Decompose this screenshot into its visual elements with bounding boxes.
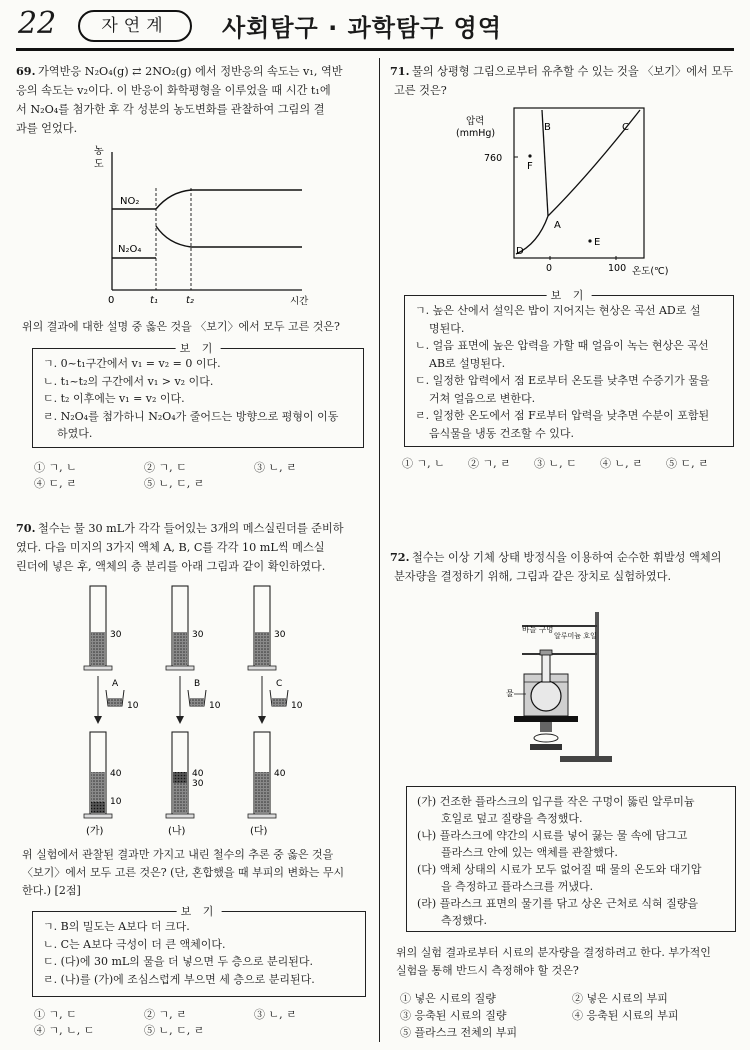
x-label: 온도(℃)	[632, 266, 669, 277]
bottom-cylinder-na	[166, 732, 204, 837]
choice-4[interactable]: ④ 응축된 시료의 부피	[572, 1009, 679, 1022]
t2-label: t₂	[186, 295, 194, 306]
bogi-item: ㄷ. 일정한 압력에서 점 E로부터 온도를 낮추면 수증기가 물을	[415, 374, 710, 387]
choice-2[interactable]: ② 넣은 시료의 부피	[572, 992, 668, 1005]
stand-base	[560, 756, 612, 762]
bogi-item: ㄷ. t₂ 이후에는 v₁ = v₂ 이다.	[43, 392, 185, 405]
n2o4-label: N₂O₄	[118, 244, 142, 255]
point-F: F	[527, 161, 533, 172]
y-label-1: 압력	[466, 116, 485, 127]
y-tick-760: 760	[484, 153, 503, 164]
step-line: 호일로 덮고 질량을 측정했다.	[441, 812, 583, 825]
choice-5[interactable]: ⑤ ㄴ, ㄷ, ㄹ	[144, 1024, 205, 1037]
page-number: 22	[18, 6, 57, 41]
question-72	[390, 548, 742, 586]
vol-label: 30	[192, 630, 204, 640]
bogi-item: ㄴ. t₁~t₂의 구간에서 v₁ > v₂ 이다.	[43, 374, 214, 388]
x-tick-100: 100	[608, 263, 627, 274]
page-title: 사회탐구 · 과학탐구 영역	[222, 14, 503, 42]
question-70	[16, 519, 374, 576]
choice-5[interactable]: ⑤ 플라스크 전체의 부피	[400, 1026, 518, 1039]
question-number: 69.	[16, 64, 36, 78]
q72-steps-box	[406, 786, 736, 932]
bogi-item: 하였다.	[57, 427, 93, 440]
top-cylinder-2	[166, 586, 204, 670]
marker-E	[588, 239, 591, 242]
q71-bogi-box	[404, 289, 734, 447]
beaker-vol: 10	[127, 701, 139, 711]
prompt-line: 위의 실험 결과로부터 시료의 분자량을 결정하려고 한다. 부가적인	[396, 946, 711, 959]
no2-line-after	[156, 190, 302, 209]
concentration-graph	[70, 138, 340, 310]
choice-2[interactable]: ② ㄱ, ㄹ	[468, 457, 511, 470]
prompt-line: 한다.) [2점]	[22, 884, 81, 897]
choice-3[interactable]: ③ ㄴ, ㄷ	[534, 457, 577, 470]
question-text-line: 린더에 넣은 후, 액체의 층 분리를 아래 그림과 같이 확인하였다.	[16, 560, 326, 573]
question-71	[390, 62, 740, 100]
bogi-item: ㄱ. 높은 산에서 설익은 밥이 지어지는 현상은 곡선 AD로 설	[415, 304, 701, 317]
choice-2[interactable]: ② ㄱ, ㄹ	[144, 1008, 187, 1021]
layer-label: 30	[192, 779, 204, 789]
q69-prompt: 위의 결과에 대한 설명 중 옳은 것을 〈보기〉에서 모두 고른 것은?	[22, 320, 340, 333]
y-axis-label-2: 도	[94, 159, 104, 170]
beaker-vol: 10	[209, 701, 221, 711]
question-69	[16, 62, 371, 138]
y-label-2: (mmHg)	[456, 128, 496, 139]
bogi-item: 명된다.	[429, 321, 465, 335]
track-badge: 자연계	[78, 10, 192, 42]
arrow-beaker-a	[94, 676, 139, 724]
step-line: (가) 건조한 플라스크의 입구를 작은 구멍이 뚫린 알루미늄	[417, 795, 695, 808]
cylinder-figure	[60, 582, 340, 840]
choice-1[interactable]: ① ㄱ, ㄴ	[402, 457, 445, 470]
choice-1[interactable]: ① 넣은 시료의 질량	[400, 992, 496, 1005]
choice-1[interactable]: ① ㄱ, ㄴ	[34, 461, 77, 474]
choice-4[interactable]: ④ ㄴ, ㄹ	[600, 457, 643, 470]
question-text-line: 분자량을 결정하기 위해, 그림과 같은 장치로 실험하였다.	[394, 570, 672, 583]
arrow-beaker-c	[258, 676, 303, 724]
q70-bogi-box	[32, 905, 366, 997]
bottom-cylinder-ga	[84, 732, 122, 837]
step-line: (다) 액체 상태의 시료가 모두 없어질 때 물의 온도와 대기압	[417, 863, 702, 876]
caption: (가)	[86, 826, 104, 837]
point-E: E	[594, 237, 601, 248]
layer-label: 40	[274, 769, 286, 779]
question-text-line: 과를 얻었다.	[16, 122, 78, 135]
top-cylinder-1	[84, 586, 122, 670]
bogi-item: 거쳐 얼음으로 변한다.	[429, 391, 536, 405]
phase-diagram	[450, 104, 710, 284]
question-text-line: 서 N₂O₄를 첨가한 후 각 성분의 농도변화를 관찰하여 그림의 결	[16, 103, 325, 116]
bottom-cylinder-da	[248, 732, 286, 837]
choice-4[interactable]: ④ ㄷ, ㄹ	[34, 477, 77, 490]
point-B: B	[544, 122, 551, 133]
question-text-line: 물의 상평형 그림으로부터 유추할 수 있는 것을 〈보기〉에서 모두	[412, 65, 734, 78]
q70-prompt	[22, 846, 377, 900]
point-C: C	[622, 122, 629, 133]
bogi-title: 보 기	[547, 287, 592, 305]
beaker-label: C	[276, 679, 283, 689]
point-A: A	[554, 220, 561, 231]
burner	[530, 744, 562, 750]
question-text-line: 가역반응 N₂O₄(g) ⇄ 2NO₂(g) 에서 정반응의 속도는 v₁, 역반	[38, 65, 343, 78]
header-rule	[16, 48, 734, 51]
choice-3[interactable]: ③ ㄴ, ㄹ	[254, 461, 297, 474]
apparatus-figure	[500, 604, 620, 774]
layer-label: 40	[110, 769, 122, 779]
question-number: 70.	[16, 521, 36, 535]
bogi-title: 보 기	[177, 903, 222, 921]
foil-cap	[540, 650, 552, 655]
vol-label: 30	[274, 630, 286, 640]
bogi-item: ㄹ. N₂O₄를 첨가하니 N₂O₄가 줄어드는 방향으로 평형이 이동	[43, 409, 339, 423]
choice-5[interactable]: ⑤ ㄴ, ㄷ, ㄹ	[144, 477, 205, 490]
beaker-vol: 10	[291, 701, 303, 711]
prompt-line: 〈보기〉에서 모두 고른 것은? (단, 혼합했을 때 부피의 변화는 무시	[22, 866, 345, 879]
caption: (나)	[168, 826, 186, 837]
question-text-line: 였다. 다음 미지의 3가지 액체 A, B, C를 각각 10 mL씩 메스실	[16, 541, 325, 554]
question-number: 72.	[390, 550, 410, 564]
origin-label: 0	[108, 295, 115, 306]
bogi-item: ㄱ. 0~t₁구간에서 v₁ = v₂ = 0 이다.	[43, 357, 221, 370]
top-cylinder-3	[248, 586, 286, 670]
layer-label: 10	[110, 797, 122, 807]
prompt-line: 실험을 통해 반드시 측정해야 할 것은?	[396, 964, 579, 977]
layer-label: 40	[192, 769, 204, 779]
choice-3[interactable]: ③ 응축된 시료의 질량	[400, 1009, 507, 1022]
bogi-title: 보 기	[176, 340, 221, 358]
water-label: 물	[506, 689, 514, 698]
beaker-label: B	[194, 679, 201, 689]
hot-plate	[514, 716, 578, 722]
q69-bogi-box	[32, 342, 364, 448]
step-line: 플라스크 안에 있는 액체를 관찰했다.	[441, 846, 618, 859]
hole-label: 바늘 구멍	[522, 625, 554, 634]
question-text-line: 고른 것은?	[394, 84, 447, 97]
choice-2[interactable]: ② ㄱ, ㄷ	[144, 461, 187, 474]
bogi-item: 음식물을 냉동 건조할 수 있다.	[429, 426, 574, 440]
marker-F	[528, 154, 531, 157]
prompt-line: 위 실험에서 관찰된 결과만 가지고 내린 철수의 추론 중 옳은 것을	[22, 848, 334, 861]
step-line: 측정했다.	[441, 914, 488, 927]
no2-label: NO₂	[120, 196, 140, 207]
step-line: 을 측정하고 플라스크를 꺼냈다.	[441, 880, 594, 893]
caption: (다)	[250, 826, 268, 837]
bogi-item: ㄹ. (나)를 (가)에 조심스럽게 부으면 세 층으로 분리된다.	[43, 972, 315, 986]
step-line: (나) 플라스크에 약간의 시료를 넣어 끓는 물 속에 담그고	[417, 829, 688, 842]
choice-1[interactable]: ① ㄱ, ㄷ	[34, 1008, 77, 1021]
foil-label: 알루미늄 호일	[554, 632, 597, 640]
question-text-line: 응의 속도는 v₂이다. 이 반응이 화학평형을 이루었을 때 시간 t₁에	[16, 84, 331, 97]
beaker-label: A	[112, 679, 119, 689]
choice-4[interactable]: ④ ㄱ, ㄴ, ㄷ	[34, 1024, 95, 1037]
n2o4-line-after	[156, 226, 302, 247]
column-divider	[379, 58, 380, 1042]
bogi-item: ㄱ. B의 밀도는 A보다 더 크다.	[43, 920, 190, 933]
bogi-item: ㄴ. 얼음 표면에 높은 압력을 가할 때 얼음이 녹는 현상은 곡선	[415, 339, 709, 352]
question-text-line: 철수는 물 30 mL가 각각 들어있는 3개의 메스실린더를 준비하	[38, 522, 344, 535]
bogi-item: ㄷ. (다)에 30 mL의 물을 더 넣으면 두 층으로 분리된다.	[43, 955, 314, 968]
x-tick-0: 0	[546, 263, 553, 274]
question-number: 71.	[390, 64, 410, 78]
arrow-beaker-b	[176, 676, 221, 724]
choice-3[interactable]: ③ ㄴ, ㄹ	[254, 1008, 297, 1021]
bogi-item: AB로 설명된다.	[429, 356, 506, 370]
question-text-line: 철수는 이상 기체 상태 방정식을 이용하여 순수한 휘발성 액체의	[412, 551, 722, 564]
q72-prompt	[396, 944, 742, 980]
bogi-item: ㄹ. 일정한 온도에서 점 F로부터 압력을 낮추면 수분이 포함된	[415, 409, 710, 422]
t1-label: t₁	[150, 295, 158, 306]
choice-5[interactable]: ⑤ ㄷ, ㄹ	[666, 457, 709, 470]
step-line: (라) 플라스크 표면의 물기를 닦고 상온 근처로 식혀 질량을	[417, 897, 698, 910]
vol-label: 30	[110, 630, 122, 640]
bogi-item: ㄴ. C는 A보다 극성이 더 큰 액체이다.	[43, 937, 226, 951]
x-axis-label: 시간	[290, 296, 309, 307]
y-axis-label-1: 농	[94, 146, 104, 157]
point-D: D	[516, 246, 524, 257]
flask	[531, 681, 561, 711]
